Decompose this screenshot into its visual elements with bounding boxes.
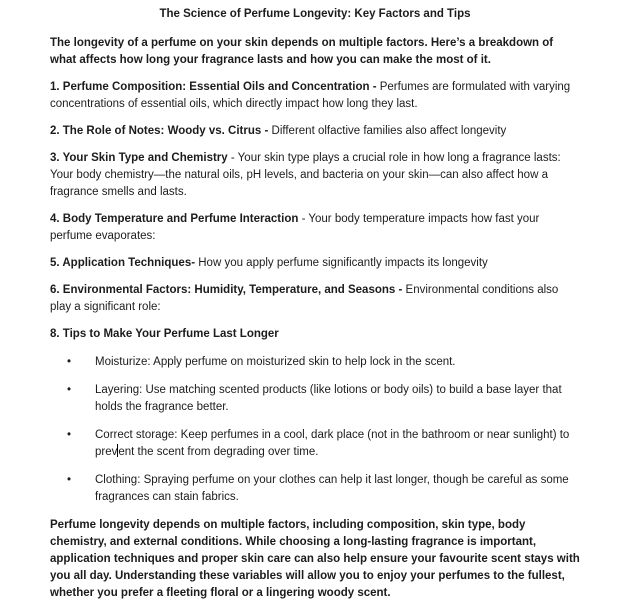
section-5-body: How you apply perfume significantly impacts its longevity: [195, 257, 488, 269]
document-title[interactable]: The Science of Perfume Longevity: Key Factors and Tips: [159, 8, 471, 20]
section-6-body: Environmental conditions also play a significant role:: [50, 284, 559, 313]
tips-list: [50, 354, 580, 506]
tips-heading[interactable]: 8. Tips to Make Your Perfume Last Longer: [50, 328, 279, 340]
section-6-environmental-factors[interactable]: [50, 282, 580, 316]
section-2-role-of-notes[interactable]: [50, 123, 580, 140]
section-2-heading: 2. The Role of Notes: Woody vs. Citrus -: [50, 125, 269, 137]
section-4-heading: 4. Body Temperature and Perfume Interaction: [50, 213, 299, 225]
tip-layering-text: Layering: Use matching scented products (like lotions or body oils) to build a base layer that holds the fragrance better.: [95, 384, 562, 413]
tip-moisturize[interactable]: [50, 354, 580, 371]
section-3-heading: 3. Your Skin Type and Chemistry: [50, 152, 228, 164]
tip-storage-text-after-cursor: ent the scent from degrading over time.: [118, 446, 319, 458]
section-1-perfume-composition[interactable]: [50, 79, 580, 113]
section-4-body-temperature[interactable]: [50, 211, 580, 245]
tip-correct-storage[interactable]: [50, 427, 580, 461]
tip-layering[interactable]: [50, 382, 580, 416]
tip-moisturize-text: Moisturize: Apply perfume on moisturized skin to help lock in the scent.: [95, 356, 456, 368]
section-2-body: Different olfactive families also affect longevity: [268, 125, 507, 137]
section-5-heading: 5. Application Techniques-: [50, 257, 196, 269]
tip-clothing[interactable]: [50, 472, 580, 506]
section-3-skin-type[interactable]: [50, 150, 580, 201]
intro-paragraph[interactable]: The longevity of a perfume on your skin depends on multiple factors. Here’s a breakdown of what affects how long your fragrance lasts and how you can make the most of it.: [50, 37, 554, 66]
conclusion-paragraph[interactable]: Perfume longevity depends on multiple factors, including composition, skin type, body chemistry, and external conditions. While choosing a long-lasting fragrance is important, application techniques and proper skin care can also help ensure your favourite scent stays with you all day. Understanding these variables will allow you to enjoy your perfumes to the fullest, whether you prefer a fleeting floral or a lingering woody scent.: [50, 519, 580, 599]
tip-storage-text-before-cursor: Correct storage: Keep perfumes in a cool, dark place (not in the bathroom or near sunlight) to prev: [95, 429, 570, 458]
section-6-heading: 6. Environmental Factors: Humidity, Temperature, and Seasons -: [50, 284, 403, 296]
section-1-heading: 1. Perfume Composition: Essential Oils and Concentration -: [50, 81, 377, 93]
section-3-body: - Your skin type plays a crucial role in how long a fragrance lasts: Your body chemistry—the natural oils, pH levels, and bacteria on your skin—can also affect how a fragrance smells and lasts.: [50, 152, 561, 198]
tip-clothing-text: Clothing: Spraying perfume on your clothes can help it last longer, though be careful as some fragrances can stain fabrics.: [95, 474, 569, 503]
section-1-body: Perfumes are formulated with varying concentrations of essential oils, which directly impact how long they last.: [50, 81, 571, 110]
section-5-application-techniques[interactable]: [50, 255, 580, 272]
section-4-body: - Your body temperature impacts how fast your perfume evaporates:: [50, 213, 540, 242]
